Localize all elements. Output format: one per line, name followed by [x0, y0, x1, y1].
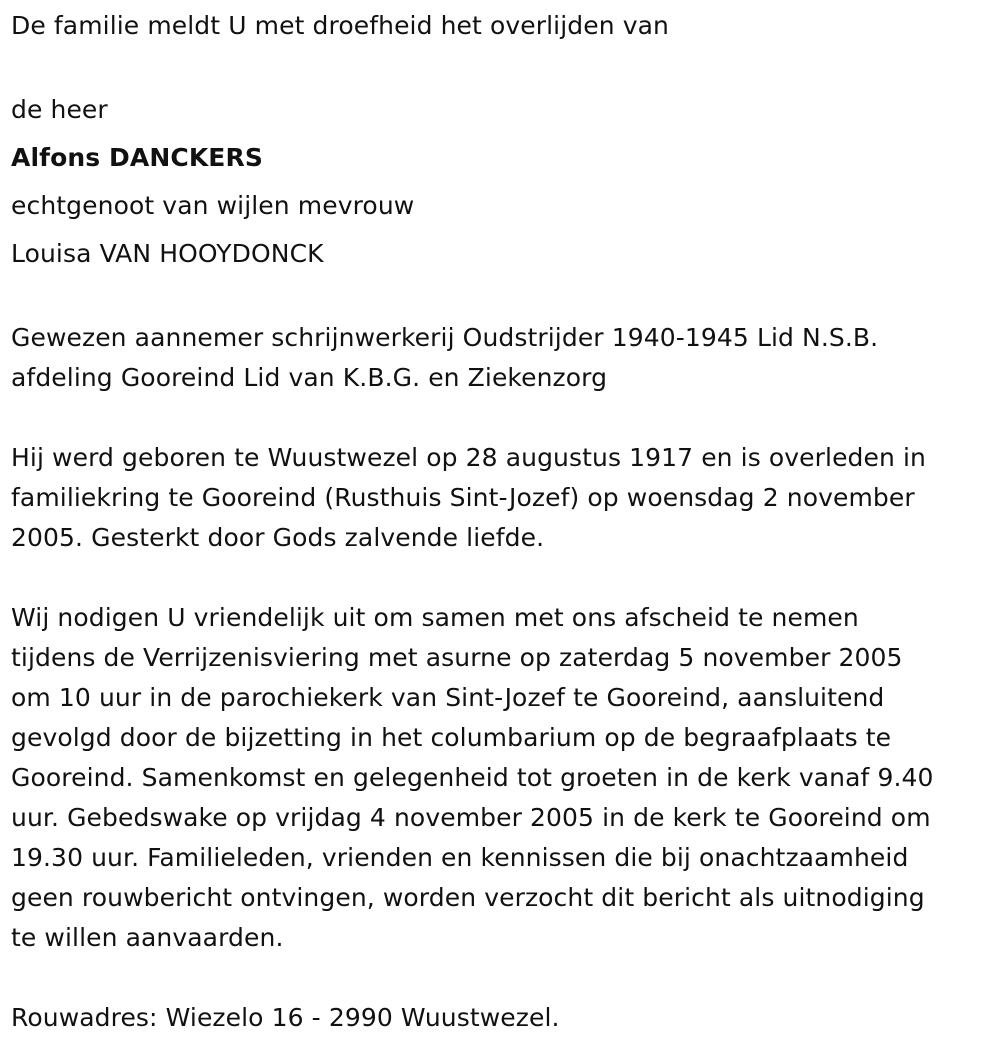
birth-death-paragraph	[11, 438, 996, 558]
invitation-line: Gooreind. Samenkomst en gelegenheid tot groeten in de kerk vanaf 9.40	[11, 763, 934, 792]
spouse-name: Louisa VAN HOOYDONCK	[11, 239, 324, 268]
birth-death-line: familiekring te Gooreind (Rusthuis Sint-Jozef) op woensdag 2 november	[11, 483, 915, 512]
spouse-intro: echtgenoot van wijlen mevrouw	[11, 191, 415, 220]
birth-death-line: Hij werd geboren te Wuustwezel op 28 augustus 1917 en is overleden in	[11, 443, 926, 472]
invitation-line: tijdens de Verrijzenisviering met asurne op zaterdag 5 november 2005	[11, 643, 903, 672]
invitation-line: 19.30 uur. Familieleden, vrienden en kennissen die bij onachtzaamheid	[11, 843, 909, 872]
spacer	[11, 398, 996, 438]
occupation-line: afdeling Gooreind Lid van K.B.G. en Ziekenzorg	[11, 363, 608, 392]
salutation: de heer	[11, 95, 108, 124]
spacer	[11, 958, 996, 998]
invitation-line: gevolgd door de bijzetting in het columbarium op de begraafplaats te	[11, 723, 892, 752]
spacer	[11, 558, 996, 598]
occupation-line: Gewezen aannemer schrijnwerkerij Oudstrijder 1940-1945 Lid N.S.B.	[11, 323, 879, 352]
invitation-line: uur. Gebedswake op vrijdag 4 november 2005 in de kerk te Gooreind om	[11, 803, 931, 832]
mourning-address: Rouwadres: Wiezelo 16 - 2990 Wuustwezel.	[11, 1003, 560, 1032]
spacer	[11, 46, 996, 86]
invitation-line: Wij nodigen U vriendelijk uit om samen met ons afscheid te nemen	[11, 603, 859, 632]
deceased-name: Alfons DANCKERS	[11, 143, 263, 172]
intro-text: De familie meldt U met droefheid het overlijden van	[11, 11, 669, 40]
invitation-paragraph	[11, 598, 996, 958]
invitation-line: om 10 uur in de parochiekerk van Sint-Jozef te Gooreind, aansluitend	[11, 683, 885, 712]
occupation-paragraph	[11, 318, 996, 398]
invitation-line: te willen aanvaarden.	[11, 923, 284, 952]
spacer	[11, 278, 996, 318]
obituary-notice	[11, 6, 996, 1038]
birth-death-line: 2005. Gesterkt door Gods zalvende liefde.	[11, 523, 545, 552]
invitation-line: geen rouwbericht ontvingen, worden verzocht dit bericht als uitnodiging	[11, 883, 925, 912]
